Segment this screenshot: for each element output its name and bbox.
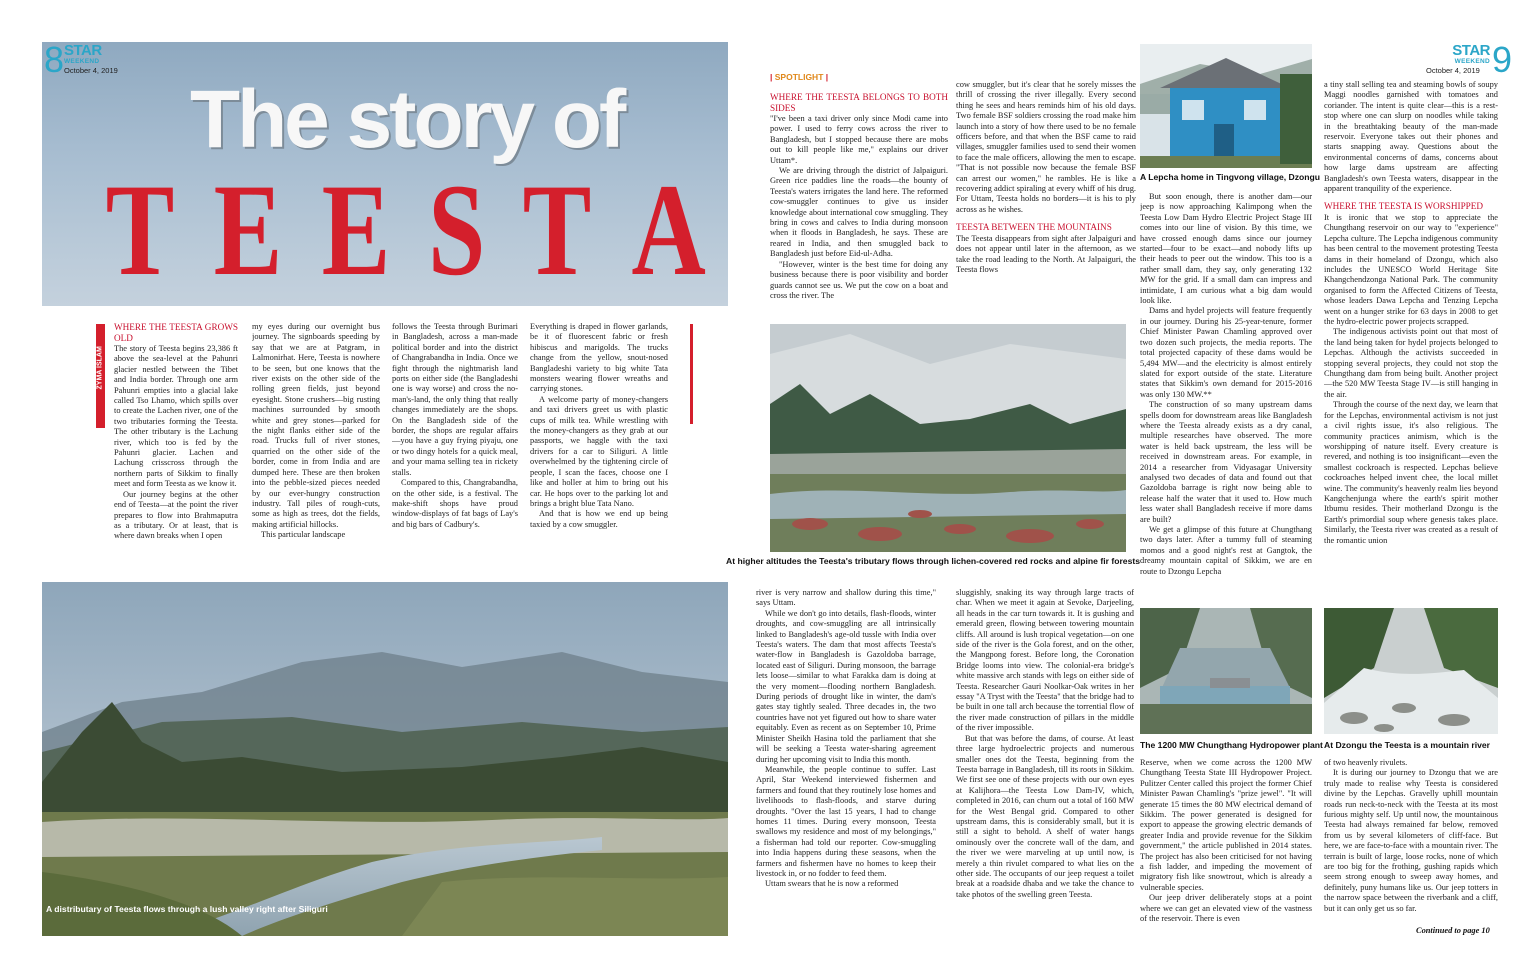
right-colA xyxy=(770,92,948,308)
hydropower-photo xyxy=(1140,608,1312,734)
masthead-date: October 4, 2019 xyxy=(64,66,118,75)
right-colD-p4: Through the course of the next day, we learn that for the Lepchas, environmental activism is not just a civil rights issue, it's also religious. The community practices animism, which is the worshipping of nature itself. Every creature is revered, and nothing is too insignificant—even the smallest cockroach is respected. Lepchas believe cockroaches helped invent chee, the local millet wine. The community's heavenly realm lies beyond Kangchenjunga where the earth's spirit mother Itbumu resides. Their motherland Dzongu is the Earth's primordial soup where genesis takes place. Similarly, the Teesta river was created as a result of the romantic union xyxy=(1324,400,1498,545)
right-page xyxy=(726,0,1540,980)
page-number: 8 xyxy=(44,39,65,80)
right-colH-p2: It is during our journey to Dzongu that we are truly made to realise why Teesta is considered divine by the Lepchas. Gravelly uphill mountain roads run neck-to-neck with the Teesta at its most furious mighty self. Up until now, the mountainous Teesta had always remained far below, removed from us by several kilometers of cliff-face. But here, we are face-to-face with a mountain river. The terrain is built of large, loose rocks, none of which are too big for the frothing, gushing rapids which seem strong enough to sweep away homes, and definitely, puny humans like us. Our jeep totters in the narrow space between the riverbank and a cliff, but it can only get us so far. xyxy=(1324,768,1498,913)
highlands-photo-art xyxy=(770,324,1126,552)
right-colE-p4: Uttam swears that he is now a reformed xyxy=(765,879,899,889)
lepcha-home-caption: A Lepcha home in Tingvong village, Dzongu xyxy=(1140,172,1321,182)
right-colA-p1: "I've been a taxi driver only since Modi came into power. I used to ferry cows across the river to Bangladesh, but I stopped because there are mobs out to kill people like me," explains our driver Uttam*. xyxy=(770,114,948,165)
title-letter-t2: T xyxy=(522,156,592,303)
right-colH-p1: of two heavenly rivulets. xyxy=(1324,758,1408,767)
left-col3-p1: follows the Teesta through Burimari in Bangladesh, across a man-made political border and into the district of Changrabandha in India. Once we fight through the nightmarish land ports on either side (the Bangladeshi one is way worse) and cross the no-man's-land, the only thing that really changes immediately are the shops. On the Bangladesh side of the border, the shops are regular affairs—you have a guy frying piyaju, one or two dingy hotels for a quick meal, and your mama selling tea in rickety stalls. xyxy=(392,322,518,477)
left-col4 xyxy=(530,322,668,572)
left-red-rule xyxy=(690,324,693,424)
lepcha-home-photo xyxy=(1140,44,1312,168)
left-col1-p1: The story of Teesta begins 23,386 ft above the sea-level at the Pahunri glacier nestled between the Tibet and India border. Through one arm Pahunri empties into a glacial lake called Tso Lhamo, which spills over to create the Lachen river, one of the two tributaries forming the Teesta. The other tributary is the Lachung river, which too is fed by the Pahunri glacier. Lachen and Lachung crisscross through the northern parts of Sikkim to finally meet and form Teesta as we know it. xyxy=(114,344,238,489)
valley-photo xyxy=(42,582,728,936)
lepcha-home-photo-art xyxy=(1140,44,1312,168)
right-colB xyxy=(956,80,1136,308)
masthead-star-right: STAR xyxy=(1452,42,1490,59)
left-col1 xyxy=(114,322,238,572)
spotlight-bar-right: | xyxy=(823,72,829,82)
title-letter-a: A xyxy=(631,156,706,303)
masthead-date-right: October 4, 2019 xyxy=(1426,66,1480,75)
right-colF xyxy=(956,588,1134,936)
right-colC-p2: Dams and hydel projects will feature frequently in our journey. During his 25-year-tenure, former Chief Minister Pawan Chamling approved over two dozen such projects, the media reports. The total projected capacity of these dams would be 5,494 MW—and the electricity is almost entirely slated for export outside of the state. Literature states that Sikkim's own demand for 2015-2016 was only 130 MW.** xyxy=(1140,306,1312,399)
right-colA-p3: "However, winter is the best time for doing any business because there is poor visibility and border guards cannot see us. We put the cow on a boat and cross the river. The xyxy=(770,259,948,300)
highlands-caption: At higher altitudes the Teesta's tributary flows through lichen-covered red rocks and alpine fir forests xyxy=(726,556,1140,566)
left-col4-p3: And that is how we end up being taxied by a cow smuggler. xyxy=(530,509,668,529)
left-col4-p2: A welcome party of money-changers and taxi drivers greet us with plastic cups of milk tea. While wrestling with the money-changers as they grab at our passports, we haggle with the taxi drivers for a car to Siliguri. A little overwhelmed by the tightening circle of people, I scan the faces, choose one I like and holler at him to bring out his car. He hops over to the parking lot and brings a bright blue Tata Nano. xyxy=(530,394,668,508)
spotlight-bar-left: | xyxy=(770,72,775,82)
right-colG-p2: Our jeep driver deliberately stops at a point where we can get an elevated view of the vastness of the reservoir. There is even xyxy=(1140,893,1312,924)
right-colE xyxy=(756,588,936,936)
right-colA-p2: We are driving through the district of Jalpaiguri. Green rice paddies line the roads—the bounty of Teesta's waters irrigates the land here. The reformed cow-smuggler continues to give us insider knowledge about international cow smuggling. They bring in cows and calves to India during monsoon when it floods in Bangladesh, he says. These are reared in India, and then smuggled back to Bangladesh just before Eid-ul-Adha. xyxy=(770,166,948,259)
spotlight-label: SPOTLIGHT xyxy=(774,72,824,82)
right-colC-p1: But soon enough, there is another dam—our jeep is now approaching Kalimpong when the Teesta Low Dam Hydro Electric Project Stage III comes into our line of vision. By this time, we have crossed enough dams since our journey started—four to be exact—and nobody lifts up their heads to peer out the window. This too is a rather small dam, they say, only generating 132 MW for the grid. If a small dam can impress and intimidate, I am curious what a big dam would look like. xyxy=(1140,192,1312,306)
right-colG-p1: Reserve, when we come across the 1200 MW Chungthang Teesta State III Hydropower Project. Pulitzer Center called this project the former Chief Minister Pawan Chamling's "prize jewel". "It will generate 15 times the 80 MW electrical demand of Sikkim. The power generated is designed for export to appease the growing electric demands of greater India and provide revenue for the Sikkim government," the article published in 2014 states. The project has also been criticised for not having a fish ladder, and impeding the movement of migratory fish like snowtrout, which is already a vulnerable species. xyxy=(1140,758,1312,892)
mountain-river-photo-art xyxy=(1324,608,1498,734)
right-colD-p3: The indigenous activists point out that most of the land being taken for hydel projects belonged to Lepchas. Although the activists succeeded in stopping several projects, they could not stop the Chungthang dam from being built. Another project—the 520 MW Teesta Stage IV—is still hanging in the air. xyxy=(1324,327,1498,399)
right-colE-p3: Meanwhile, the people continue to suffer. Last April, Star Weekend interviewed fishermen and farmers and found that they routinely lose homes and livelihoods to flash-floods, and starve during droughts. "Over the last 15 years, I had to change homes 11 times. During every monsoon, Teesta swallows my residence and most of my belongings," a fisherman had told our reporter. Cow-smuggling into India happens during these seasons, when the farmers and fishermen have no homes to keep their livestock in, or no fodder to feed them. xyxy=(756,764,936,878)
valley-photo-art xyxy=(42,582,728,936)
title-letter-e1: E xyxy=(213,156,283,303)
right-colB-p1: cow smuggler, but it's clear that he sorely misses the thrill of crossing the river illegally. Every second thing he sees and hears reminds him of his old days. Two female BSF soldiers crossing the road make him launch into a story of how there used to be no female officers before, and that when the BSF came to raid villages, smuggler families used to send their women to face the male officers, allowing the men to escape. "That is not possible now because the female BSF can arrest our women," he rambles. He is like a recovering addict spiraling at every whiff of his drug. For Uttam, Teesta holds no borders—it is his to ply across as he wishes. xyxy=(956,80,1136,214)
right-colD-p1: a tiny stall selling tea and steaming bowls of soupy Maggi noodles garnished with tomatoes and coriander. The intent is quite clear—this is a rest-stop where one can slurp on noodles while taking in the breathtaking beauty of the man-made reservoir. Everyone takes out their phones and starts snapping away. Questions about the environmental concerns of dams, concerns about how large dams upstream are affecting Bangladesh's own Teesta waters, disappear in the apparent tranquility of the experience. xyxy=(1324,80,1498,194)
left-col1-heading: WHERE THE TEESTA GROWS OLD xyxy=(114,322,238,343)
right-colD xyxy=(1324,80,1498,600)
left-col4-p1: Everything is draped in flower garlands, be it of fluorescent fabric or fresh hibiscus and marigolds. The trucks change from the yellow, snout-nosed Bangladeshi variety to big white Tata monsters wearing flower wreaths and carrying stones. xyxy=(530,322,668,394)
hydropower-photo-art xyxy=(1140,608,1312,734)
mountain-river-photo xyxy=(1324,608,1498,734)
masthead-star: STAR xyxy=(64,42,102,59)
masthead-logo-right xyxy=(1442,44,1490,65)
title-line1: The story of xyxy=(190,74,624,165)
right-colA-heading: WHERE THE TEESTA BELONGS TO BOTH SIDES xyxy=(770,92,948,113)
right-colH xyxy=(1324,758,1498,926)
right-colG xyxy=(1140,758,1312,936)
title-letter-t1: T xyxy=(105,156,175,303)
mountain-river-caption: At Dzongu the Teesta is a mountain river xyxy=(1324,740,1491,750)
left-col1-p2: Our journey begins at the other end of Teesta—at the point the river prepares to flow into Brahmaputra as a tributary. Or at least, that is where dawn breaks when I open xyxy=(114,489,238,541)
title-letter-e2: E xyxy=(321,156,391,303)
masthead-weekend: WEEKEND xyxy=(64,58,100,65)
masthead-logo xyxy=(64,44,102,65)
spotlight-tag xyxy=(770,72,828,82)
right-colC xyxy=(1140,192,1312,600)
right-colD-heading2: WHERE THE TEESTA IS WORSHIPPED xyxy=(1324,201,1484,212)
left-col2-p2: This particular landscape xyxy=(261,530,346,540)
page-number-right: 9 xyxy=(1492,39,1513,80)
continued-note[interactable]: Continued to page 10 xyxy=(1416,926,1490,935)
byline: ZYMA ISLAM xyxy=(96,346,104,390)
highlands-photo xyxy=(770,324,1126,552)
title-teesta xyxy=(96,156,716,303)
right-colB-p2: The Teesta disappears from sight after Jalpaiguri and does not appear until later in the afternoon, as we take the road leading to the North. At Jalpaiguri, the Teesta flows xyxy=(956,233,1136,274)
left-col2 xyxy=(252,322,380,572)
valley-caption: A distributary of Teesta flows through a lush valley right after Siliguri xyxy=(46,904,328,914)
left-col3 xyxy=(392,322,518,572)
right-colE-p2: While we don't go into details, flash-floods, winter droughts, and cow-smuggling are all intrinsically linked to Bangladesh's age-old tussle with India over Teesta's waters. The dam that most affects Teesta's water-flow in Bangladesh is Gazoldoba barrage, located east of Siliguri. During monsoon, the barrage lets loose—similar to what Farakka dam is doing at the very moment—flooding northern Bangladesh. During periods of drought like in winter, the dam's gates stay tightly sealed. Three decades in, the two countries have not yet figured out how to share water equitably. Even as recent as on September 10, Prime Minister Sheikh Hasina told the parliament that she will be seeking a Teesta water-sharing agreement during her upcoming visit to India this month. xyxy=(756,608,936,764)
left-col2-p1: my eyes during our overnight bus journey. The signboards speeding by say that we are at Patgram, in Lalmonirhat. Here, Teesta is nowhere to be seen, but one knows that the river exists on the other side of the rolling green fields, just beyond eyesight. Stone crushers—big rusting machines surrounded by smooth white and grey stones—parked for the night flanks either side of the road. Trucks full of river stones, quarried on the other side of the border, come in from India and are dumped here. These are then broken into the pebble-sized pieces needed by our ever-hungry construction industry. Tall piles of rough-cuts, some as high as trees, dot the fields, making artificial hillocks. xyxy=(252,322,380,529)
right-colD-p2: It is ironic that we stop to appreciate the Chungthang reservoir on our way to "experience" Lepcha culture. The Lepcha indigenous community has been central to the movement protesting Teesta dams in their homeland of Dzongu, which also includes the UNESCO World Heritage Site Khangchendzonga National Park. The community organised to form the Affected Citizens of Teesta, whose leaders Dawa Lepcha and Tenzing Lepcha went on a hunger strike for 63 days in 2008 to get the hydro-electric power projects scrapped. xyxy=(1324,212,1498,327)
masthead-weekend-right: WEEKEND xyxy=(1454,58,1490,65)
right-colF-p1: sluggishly, snaking its way through large tracts of char. When we meet it again at Sevoke, Darjeeling, all heads in the car turn towards it. It is gushing and emerald green, flowing between towering mountain cliffs. All around is lush tropical vegetation—on one side of the river is the Gola forest, and on the other, the Mangpong forest. Before long, the Coronation Bridge looms into view. The colonial-era bridge's white massive arch stands with legs on either side of Teesta. Researcher Gauri Noolkar-Oak writes in her essay "A Tryst with the Teesta" that the bridge had to be built in one tall arch because the torrential flow of the river made construction of pillars in the middle of the river impossible. xyxy=(956,588,1134,733)
right-colF-p2: But that was before the dams, of course. At least three large hydroelectric projects and numerous smaller ones dot the Teesta, beginning from the Teesta barrage in Bangladesh, till its roots in Sikkim. We first see one of these projects with our own eyes at Kalijhora—the Teesta Low Dam-IV, which, completed in 2016, can churn out a total of 160 MW for the West Bengal grid. Compared to other upstream dams, this is considerably small, but it is still a sight to behold. A shelf of water hangs ominously over the concrete wall of the dam, and the river we were marveling at up until now, is merely a thin rivulet compared to what lies on the other side. The occupants of our jeep request a toilet break at a roadside dhaba and we take the chance to take photos of the swelling green Teesta. xyxy=(956,733,1134,899)
right-colE-p1: river is very narrow and shallow during this time," says Uttam. xyxy=(756,588,936,608)
right-colC-p4: We get a glimpse of this future at Chungthang two days later. After a tummy full of steaming momos and a good night's rest at Gangtok, the dreamy mountain capital of Sikkim, we are en route to Dzongu Lepcha xyxy=(1140,525,1312,576)
right-colC-p3: The construction of so many upstream dams spells doom for downstream areas like Bangladesh where the Teesta already exists as a dry canal, multiple researches have observed. The more water is held back upstream, the less will be received in downstream areas. For example, in 2014 a researcher from Vidyasagar University analysed two decades of data and found out that Gazoldoba barrage is right now being able to release half the water that it used to. How much less water shall Bangladesh receive if more dams are built? xyxy=(1140,400,1312,524)
left-col3-p2: Compared to this, Changrabandha, on the other side, is a festival. The make-shift shops have proud window-displays of fat bags of Lay's and big bars of Cadbury's. xyxy=(392,478,518,529)
hydropower-caption: The 1200 MW Chungthang Hydropower plant xyxy=(1140,740,1323,750)
title-letter-s: S xyxy=(427,156,485,303)
right-colB-heading2: TEESTA BETWEEN THE MOUNTAINS xyxy=(956,222,1112,233)
